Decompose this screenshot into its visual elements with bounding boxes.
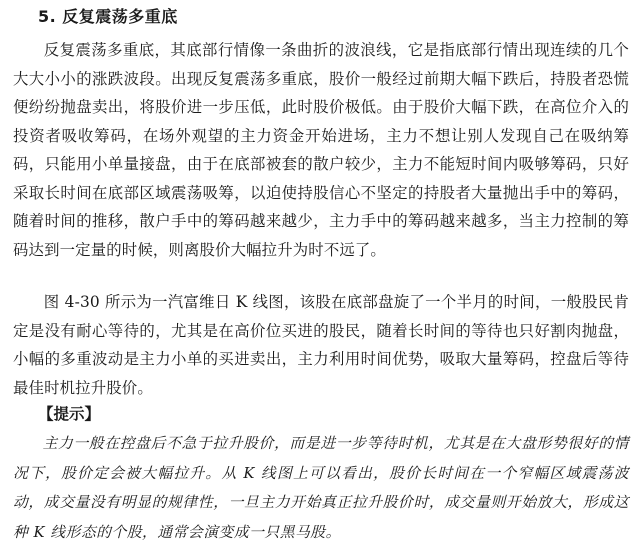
body-paragraph: 反复震荡多重底，其底部行情像一条曲折的波浪线，它是指底部行情出现连续的几个大大小小的涨跌波段。出现反复震荡多重底，股价一般经过前期大幅下跌后，持股者恐慌便纷纷抛盘卖出，将股价进一步压低，此时股价极低。由于股价大幅下跌，在高位介入的投资者吸收筹码，在场外观望的主力资金开始进场，主力不想让别人发现自己在吸纳筹码，只能用小单量接盘，由于在底部被套的散户较少，主力不能短时间内吸够筹码，只好采取长时间在底部区域震荡吸筹，以迫使持股信心不坚定的持股者大量抛出手中的筹码，随着时间的推移，散户手中的筹码越来越少，主力手中的筹码越来越多，当主力控制的筹码达到一定量的时候，则离股价大幅拉升为时不远了。 bbox=[13, 41, 629, 259]
tip-title: 【提示】 bbox=[38, 405, 101, 423]
tip-text: 主力一般在控盘后不急于拉升股价，而是进一步等待时机，尤其是在大盘形势很好的情况下，股价定会被大幅拉升。从 K 线图上可以看出，股价长时间在一个窄幅区域震荡波动，成交量没有明显的规律性，一旦主力开始真正拉升股价时，成交量则开始放大，形成这种 K 线形态的个股，通常会演变成一只黑马股。 bbox=[13, 435, 629, 541]
body-paragraph: 图 4-30 所示为一汽富维日 K 线图，该股在底部盘旋了一个半月的时间，一般股民肯定是没有耐心等待的，尤其是在高价位买进的股民，随着长时间的等待也只好割肉抛盘，小幅的多重波动是主力小单的买进卖出，主力利用时间优势，吸取大量筹码，控盘后等待最佳时机拉升股价。 bbox=[13, 293, 629, 397]
section-title: 5. 反复震荡多重底 bbox=[38, 7, 178, 26]
body-paragraph-block bbox=[13, 288, 629, 402]
body-paragraph-block bbox=[13, 36, 629, 264]
tip-box bbox=[13, 429, 629, 547]
